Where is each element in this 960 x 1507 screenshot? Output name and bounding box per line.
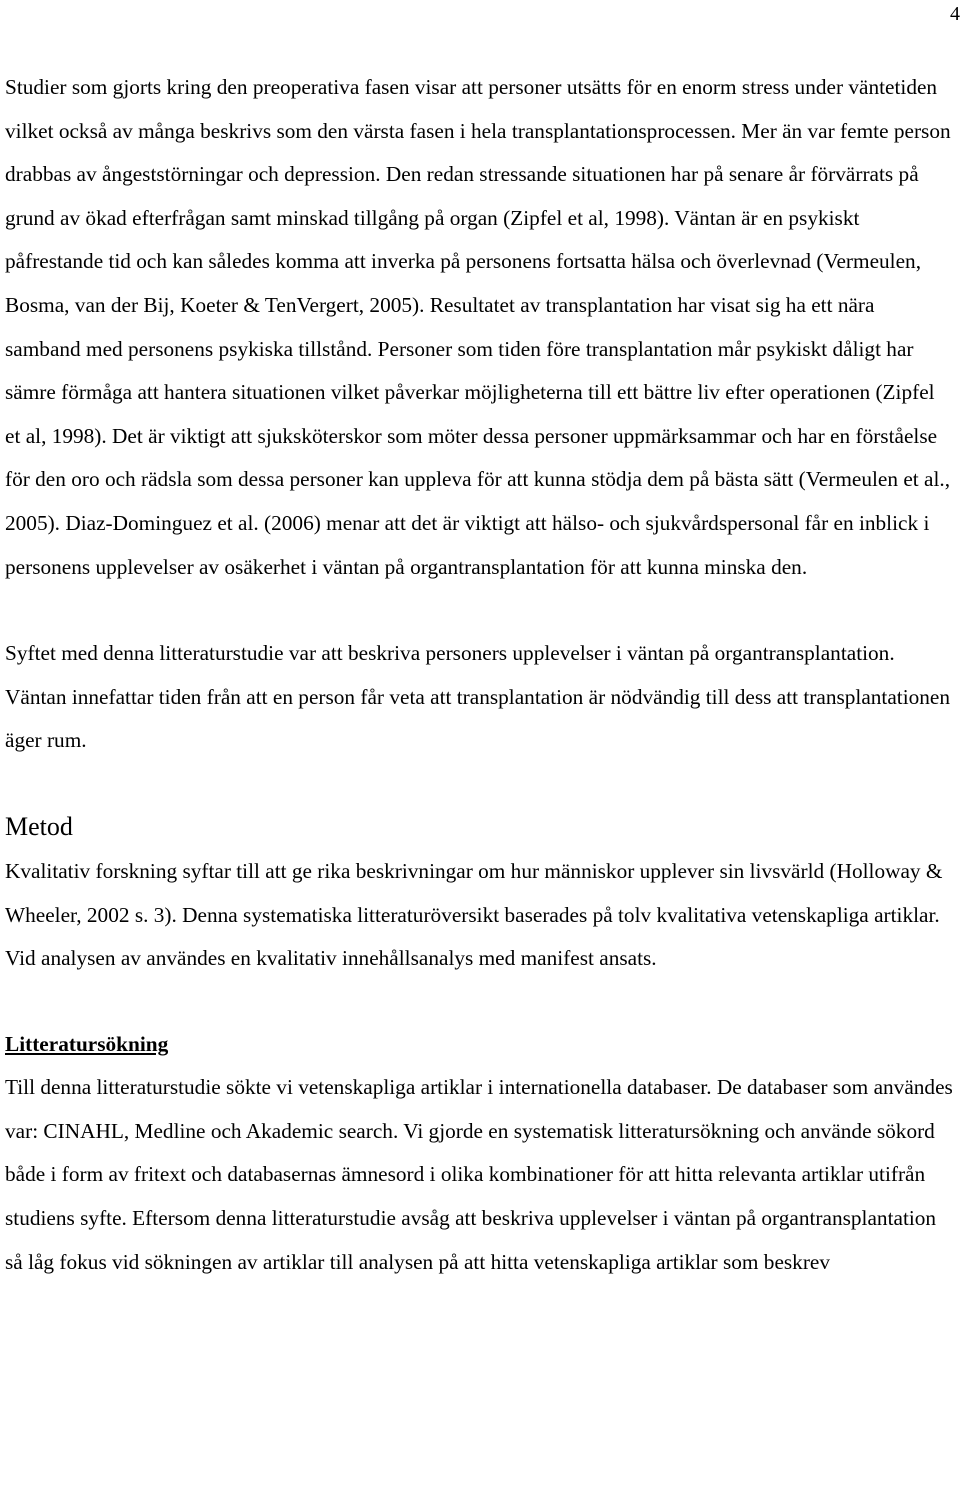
intro-paragraph: Studier som gjorts kring den preoperativa fasen visar att personer utsätts för en enorm stress under väntetiden vilket också av många beskrivs som den värsta fasen i hela transplantationsprocessen. Mer än var femte person drabbas av ångeststörningar och depression. Den redan stressande situationen har på senare år förvärrats på grund av ökad efterfrågan samt minskad tillgång på organ (Zipfel et al, 1998). Väntan är en psykiskt påfrestande tid och kan således komma att inverka på personens fortsatta hälsa och överlevnad (Vermeulen, Bosma, van der Bij, Koeter & TenVergert, 2005). Resultatet av transplantation har visat sig ha ett nära samband med personens psykiska tillstånd. Personer som tiden före transplantation mår psykiskt dåligt har sämre förmåga att hantera situationen vilket påverkar möjligheterna till ett bättre liv efter operationen (Zipfel et al, 1998). Det är viktigt att sjuksköterskor som möter dessa personer uppmärksammar och har en förståelse för den oro och rädsla som dessa personer kan uppleva för att kunna stödja dem på bästa sätt (Vermeulen et al., 2005). Diaz-Dominguez et al. (2006) menar att det är viktigt att hälso- och sjukvårdspersonal får en inblick i personens upplevelser av osäkerhet i väntan på organtransplantation för att kunna minska den. (5, 75, 951, 579)
litteratursokning-heading: Litteratursökning (5, 1031, 169, 1056)
page-number: 4 (950, 3, 960, 25)
metod-paragraph: Kvalitativ forskning syftar till att ge rika beskrivningar om hur människor upplever sin livsvärld (Holloway & Wheeler, 2002 s. 3). Denna systematiska litteraturöversikt baserades på tolv kvalitativa vetenskapliga artiklar. Vid analysen av användes en kvalitativ innehållsanalys med manifest ansats. (5, 858, 943, 971)
litteratursokning-paragraph: Till denna litteraturstudie sökte vi vetenskapliga artiklar i internationella databaser. De databaser som användes var: CINAHL, Medline och Akademic search. Vi gjorde en systematisk litteratursökning och använde sökord både i form av fritext och databasernas ämnesord i olika kombinationer för att hitta relevanta artiklar utifrån studiens syfte. Eftersom denna litteraturstudie avsåg att beskriva upplevelser i väntan på organtransplantation så låg fokus vid sökningen av artiklar till analysen på att hitta vetenskapliga artiklar som beskrev (5, 1075, 953, 1274)
aim-paragraph: Syftet med denna litteraturstudie var att beskriva personers upplevelser i väntan på organtransplantation. Väntan innefattar tiden från att en person får veta att transplantation är nödvändig till dess att transplantationen äger rum. (5, 641, 951, 753)
metod-heading: Metod (5, 811, 73, 841)
document-body (5, 66, 953, 1284)
